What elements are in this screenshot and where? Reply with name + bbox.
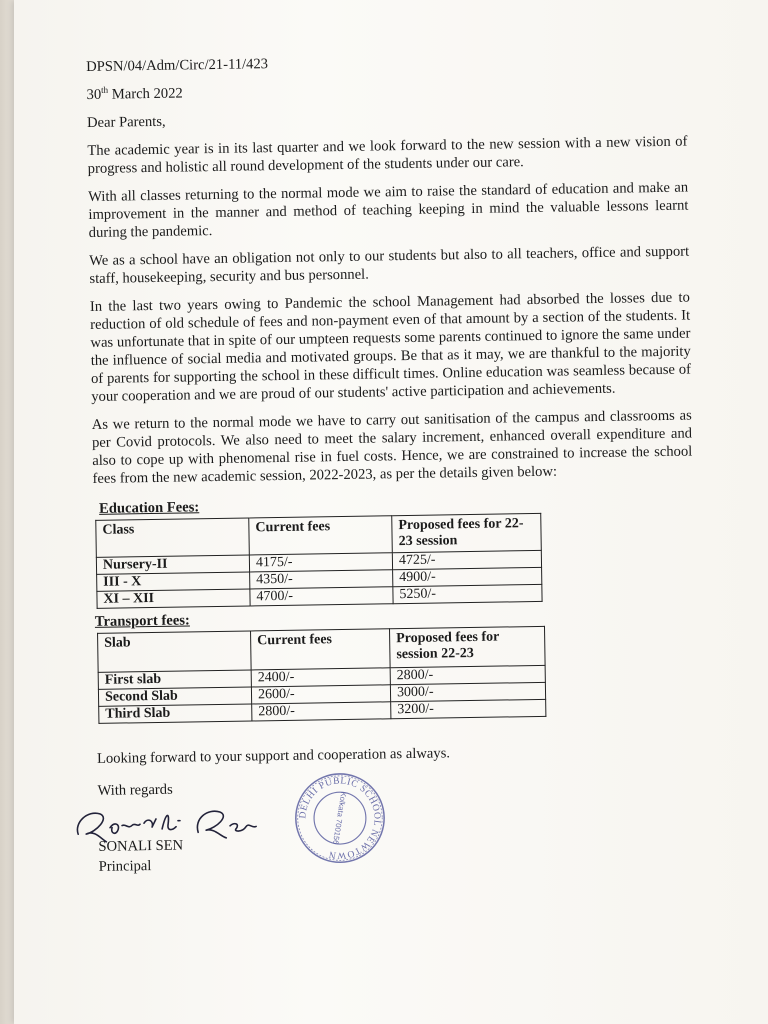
column-header-current-fees: Current fees [249, 516, 393, 555]
column-header-proposed-fees: Proposed fees for 22-23 session [392, 513, 542, 552]
date-suffix: th [101, 84, 109, 95]
paragraph-5: As we return to the normal mode we have to carry out sanitisation of the campus and classrooms as per Covid protocols. We also need to meet the salary increment, enhanced overall expenditure and also to cope up with phenomenal rise in fuel costs. Hence, we are constrained to increase the school fees from the new academic session, 2022-2023, as per the details given below: [91, 407, 693, 487]
column-header-current-fees: Current fees [251, 629, 391, 670]
education-fees-heading: Education Fees: [98, 499, 200, 517]
date-day: 30 [86, 86, 102, 103]
current-fee-cell: 4350/- [250, 570, 393, 589]
proposed-fee-cell: 4900/- [393, 567, 542, 586]
closing-line: Looking forward to your support and cooperation as always. [96, 745, 451, 767]
letter-date [86, 77, 686, 104]
paragraph-3: We as a school have an obligation not only to our students but also to all teachers, office and support staff, housekeeping, security and bus personnel. [89, 243, 690, 287]
current-fee-cell: 4700/- [250, 587, 393, 606]
signatory-name: SONALI SEN [98, 837, 184, 855]
current-fee-cell: 2800/- [252, 702, 391, 721]
class-cell: XI – XII [97, 589, 250, 608]
regards-line: With regards [97, 781, 173, 799]
paragraph-2: With all classes returning to the normal mode we aim to raise the standard of education and make an improvement in the manner and method of teaching keeping in mind the valuable lessons learnt during the pandemic. [88, 179, 689, 241]
class-cell: III - X [97, 572, 250, 591]
date-month-year: March 2022 [108, 85, 183, 103]
proposed-fee-cell: 3000/- [390, 682, 545, 701]
proposed-fee-cell: 3200/- [391, 699, 546, 718]
reference-number: DPSN/04/Adm/Circ/21-11/423 [86, 56, 269, 75]
stamp-text: DELHI PUBLIC SCHOOL NEWTOWN [297, 775, 383, 861]
salutation: Dear Parents, [86, 113, 166, 131]
column-header-class: Class [96, 518, 250, 557]
paragraph-1: The academic year is in its last quarter and we look forward to the new session with a new vision of progress and holistic all round development of the students under our care. [87, 133, 688, 177]
proposed-fee-cell: 4725/- [392, 550, 541, 569]
column-header-proposed-fees: Proposed fees for session 22-23 [390, 626, 546, 667]
signatory-title: Principal [98, 858, 152, 875]
slab-cell: First slab [98, 670, 251, 689]
page-edge-shadow [0, 0, 14, 1024]
class-cell: Nursery-II [96, 555, 249, 574]
education-fees-table [95, 513, 542, 609]
proposed-fee-cell: 2800/- [390, 665, 545, 684]
circular-letter [86, 49, 699, 884]
proposed-fee-cell: 5250/- [393, 584, 542, 603]
slab-cell: Second Slab [98, 687, 251, 706]
current-fee-cell: 2400/- [251, 668, 390, 687]
column-header-slab: Slab [98, 631, 252, 672]
school-stamp [291, 769, 388, 866]
transport-fees-table [97, 626, 546, 724]
slab-cell: Third Slab [99, 704, 252, 723]
paragraph-4: In the last two years owing to Pandemic the school Management had absorbed the losses due to reduction of old schedule of fees and non-payment even of that amount by a section of the students. It was unfortunate that in spite of our umpteen requests some parents continued to ignore the same under the influence of social media and motivated groups. Be that as it may, we are thankful to the majority of parents for supporting the school in these difficult times. Online education was seamless because of your cooperation and we are proud of our students' active participation and achievements. [89, 289, 692, 405]
current-fee-cell: 2600/- [251, 685, 390, 704]
stamp-center-text: Kolkata 700156 [330, 791, 349, 846]
current-fee-cell: 4175/- [249, 553, 392, 572]
transport-fees-heading: Transport fees: [94, 612, 190, 630]
